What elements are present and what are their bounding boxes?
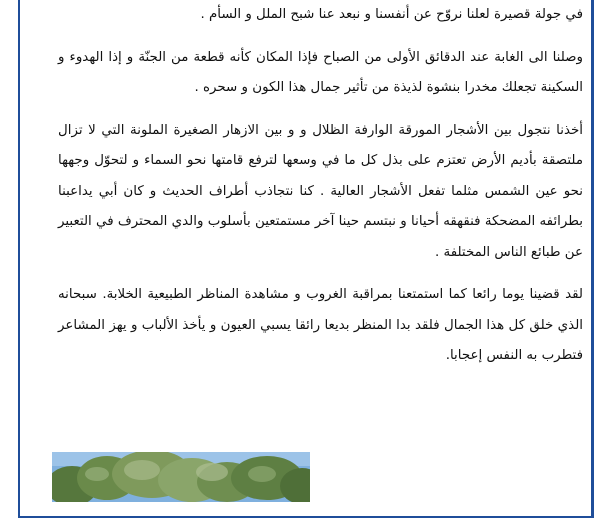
paragraph-conclusion: لقد قضينا يوما رائعا كما استمتعنا بمراقبة الغروب و مشاهدة المناظر الطبيعية الخلابة. سبحانه الذي خلق كل هذا الجمال فلقد بدا المنظر بديعا رائقا يسبي العيون و يأخذ الألباب و يهز المشاعر فتطرب به النفس إعجابا.: [58, 287, 583, 363]
forest-photo: [52, 452, 310, 502]
forest-photo-icon: [52, 452, 310, 502]
paragraph-arrival: وصلنا الى الغابة عند الدقائق الأولى من الصباح فإذا المكان كأنه قطعة من الجنّة و إذا الهدوء و السكينة تجعلك مخدرا بنشوة لذيذة من تأثير جمال هذا الكون و سحره .: [58, 49, 583, 95]
paragraph-walk: أخذنا نتجول بين الأشجار المورقة الوارفة الظلال و و بين الازهار الصغيرة الملونة التي لا تزال ملتصقة بأديم الأرض تعتزم على بذل كل ما في وسعها لترفع قامتها نحو السماء و لتحوّل وجهها نحو عين الشمس مثلما تفعل الأشجار العالية . كنا نتجاذب أطراف الحديث و كان أبي يداعبنا بطرائفه المضحكة فنقهقه أحيانا و نبتسم حينا آخر مستمتعين بأسلوب والدي المحترف في التعبير عن طبائع الناس المختلفة .: [58, 122, 583, 260]
document-body: [58, 0, 583, 384]
paragraph-intro: في جولة قصيرة لعلنا نروّح عن أنفسنا و نبعد عنا شبح الملل و السأم .: [200, 7, 583, 22]
